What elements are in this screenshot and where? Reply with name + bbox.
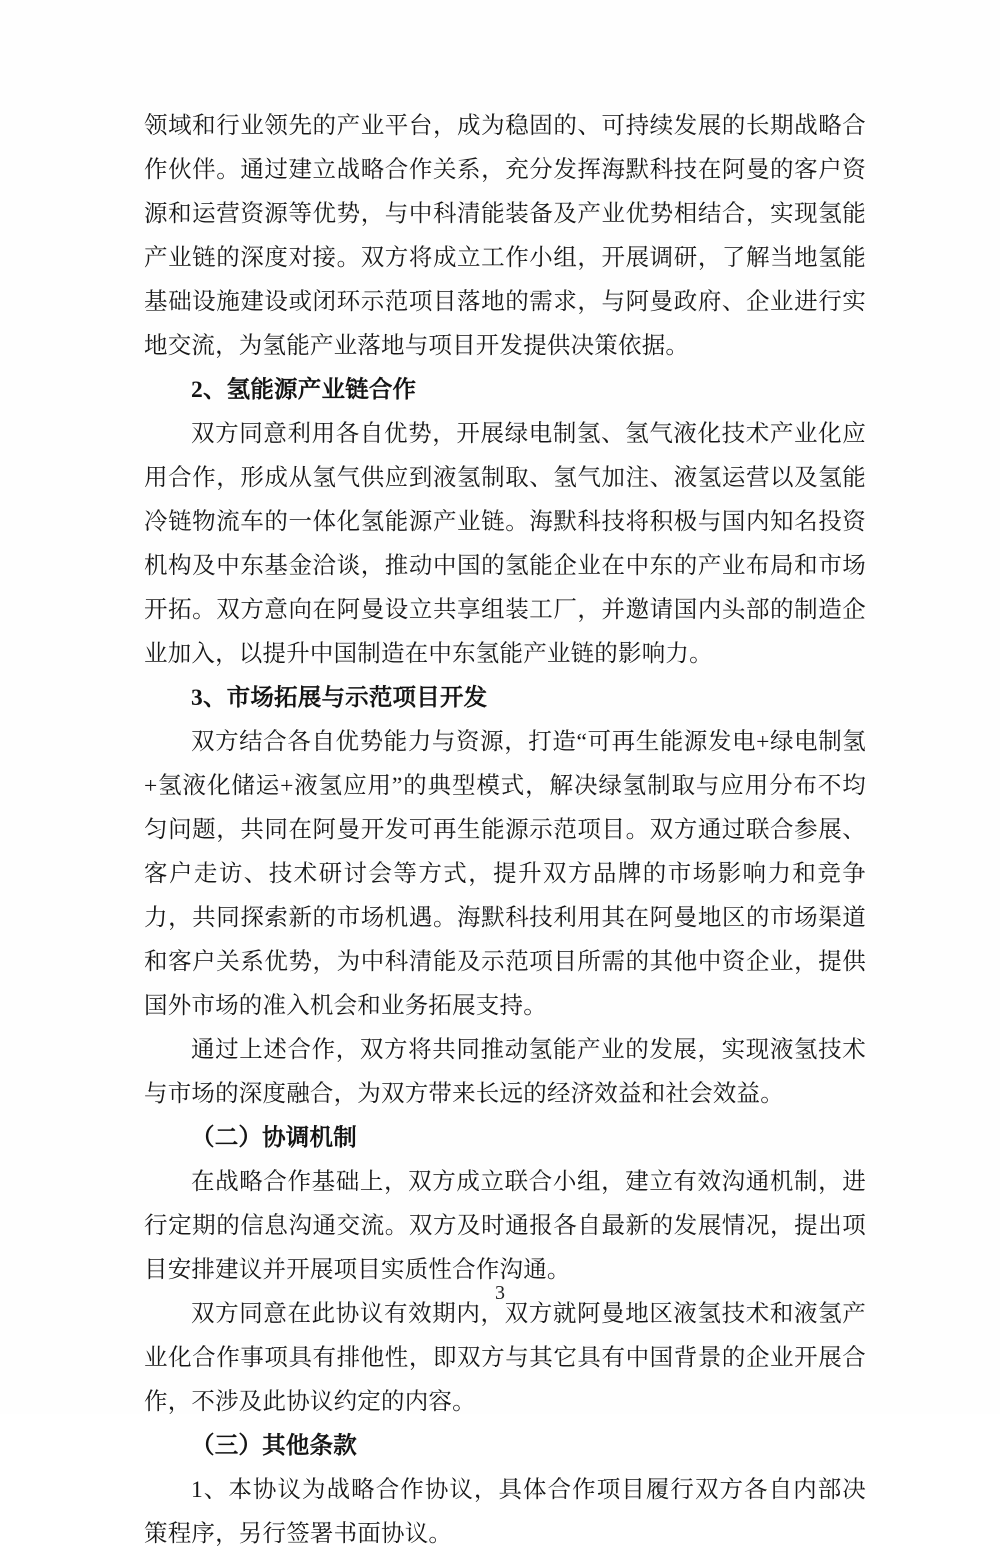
- heading-coordination-mechanism: （二）协调机制: [191, 1125, 357, 1151]
- heading-other-terms: （三）其他条款: [191, 1433, 357, 1459]
- paragraph-hydrogen-industry-chain: 双方同意利用各自优势，开展绿电制氢、氢气液化技术产业化应用合作，形成从氢气供应到液氢制取、氢气加注、液氢运营以及氢能冷链物流车的一体化氢能源产业链。海默科技将积极与国内知名投资机构及中东基金洽谈，推动中国的氢能企业在中东的产业布局和市场开拓。双方意向在阿曼设立共享组装工厂，并邀请国内头部的制造企业加入，以提升中国制造在中东氢能产业链的影响力。: [144, 421, 866, 667]
- document-body: [144, 104, 866, 1556]
- paragraph-coordination-mechanism: 在战略合作基础上，双方成立联合小组，建立有效沟通机制，进行定期的信息沟通交流。双方及时通报各自最新的发展情况，提出项目安排建议并开展项目实质性合作沟通。: [144, 1169, 866, 1283]
- paragraph-other-terms-item-1: 1、本协议为战略合作协议，具体合作项目履行双方各自内部决策程序，另行签署书面协议。: [144, 1477, 866, 1547]
- paragraph-continuation: 领域和行业领先的产业平台，成为稳固的、可持续发展的长期战略合作伙伴。通过建立战略合作关系，充分发挥海默科技在阿曼的客户资源和运营资源等优势，与中科清能装备及产业优势相结合，实现氢能产业链的深度对接。双方将成立工作小组，开展调研，了解当地氢能基础设施建设或闭环示范项目落地的需求，与阿曼政府、企业进行实地交流，为氢能产业落地与项目开发提供决策依据。: [144, 113, 866, 359]
- heading-hydrogen-industry-chain: 2、氢能源产业链合作: [191, 377, 417, 403]
- paragraph-cooperation-summary: 通过上述合作，双方将共同推动氢能产业的发展，实现液氢技术与市场的深度融合，为双方带来长远的经济效益和社会效益。: [144, 1037, 866, 1107]
- paragraph-market-expansion: 双方结合各自优势能力与资源，打造“可再生能源发电+绿电制氢+氢液化储运+液氢应用”的典型模式，解决绿氢制取与应用分布不均匀问题，共同在阿曼开发可再生能源示范项目。双方通过联合参展、客户走访、技术研讨会等方式，提升双方品牌的市场影响力和竞争力，共同探索新的市场机遇。海默科技利用其在阿曼地区的市场渠道和客户关系优势，为中科清能及示范项目所需的其他中资企业，提供国外市场的准入机会和业务拓展支持。: [144, 729, 866, 1019]
- heading-market-expansion: 3、市场拓展与示范项目开发: [191, 685, 488, 711]
- paragraph-exclusivity: 双方同意在此协议有效期内，双方就阿曼地区液氢技术和液氢产业化合作事项具有排他性，即双方与其它具有中国背景的企业开展合作，不涉及此协议约定的内容。: [144, 1301, 866, 1415]
- page-number: 3: [495, 1282, 505, 1304]
